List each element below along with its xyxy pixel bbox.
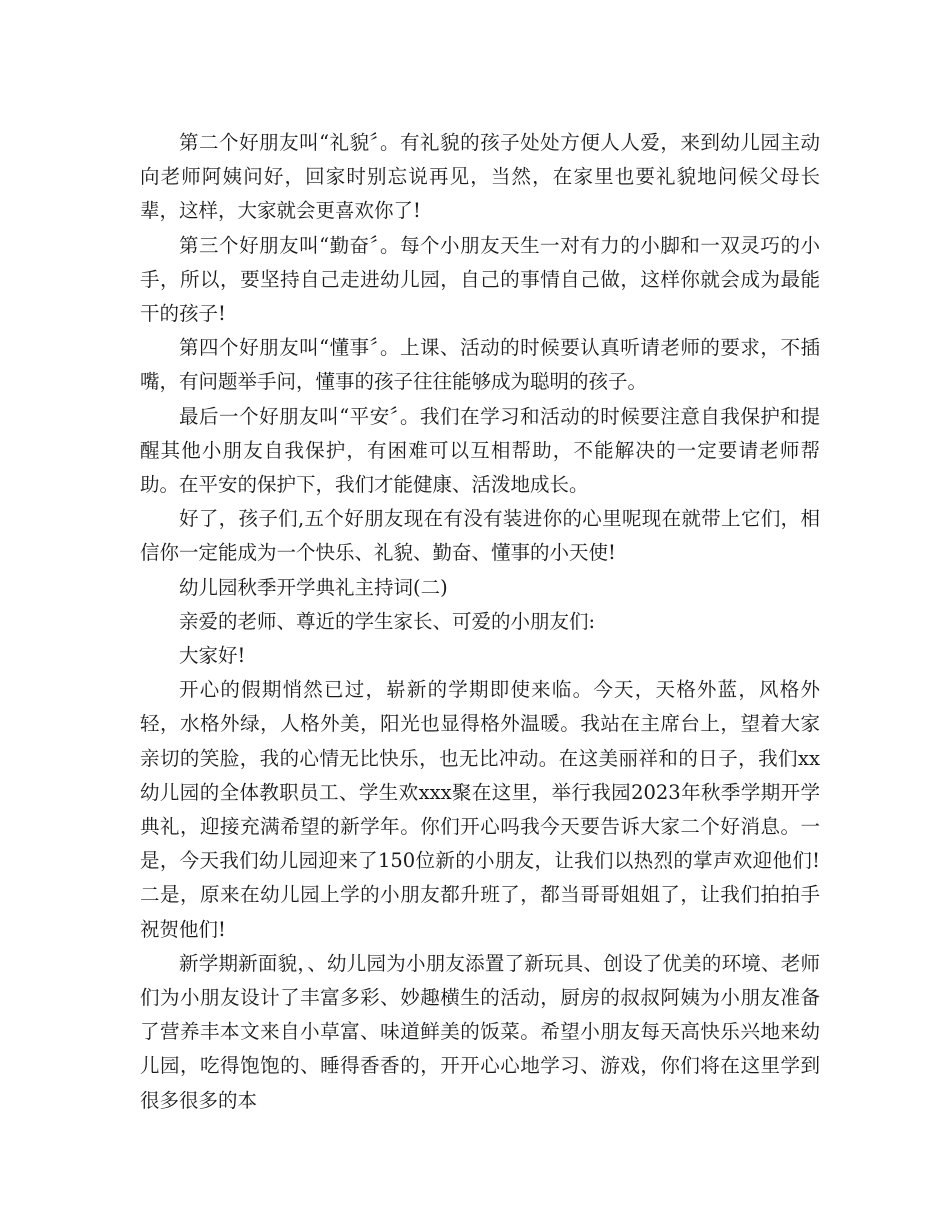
document-body: [140, 126, 820, 1118]
paragraph-new-semester: 新学期新面貌，、幼儿园为小朋友添置了新玩具、创设了优美的环境、老师们为小朋友设计了丰富多彩、妙趣横生的活动，厨房的叔叔阿姨为小朋友准备了营养丰本文来自小草富、味道鲜美的饭菜。希望小朋友每天高快乐兴地来幼儿园，吃得饱饱的、睡得香香的，开开心心地学习、游戏，你们将在这里学到很多很多的本: [140, 951, 820, 1112]
paragraph-opening-speech: 开心的假期悄然已过，崭新的学期即使来临。今天，天格外蓝，风格外轻，水格外绿，人格外美，阳光也显得格外温暖。我站在主席台上，望着大家亲切的笑脸，我的心情无比快乐，也无比冲动。在这美丽祥和的日子，我们xx幼儿园的全体教职员工、学生欢xxx聚在这里，举行我园2023年秋季学期开学典礼，迎接充满希望的新学年。你们开心吗我今天要告诉大家二个好消息。一是，今天我们幼儿园迎来了150位新的小朋友，让我们以热烈的掌声欢迎他们!二是，原来在幼儿园上学的小朋友都升班了，都当哥哥姐姐了，让我们拍拍手祝贺他们!: [140, 678, 820, 941]
greeting: 大家好!: [179, 644, 246, 668]
paragraph-friend-diligence: 第三个好朋友叫“勤奋〞。每个小朋友天生一对有力的小脚和一双灵巧的小手，所以，要坚持自己走进幼儿园，自己的事情自己做，这样你就会成为最能干的孩子!: [140, 233, 820, 326]
paragraph-friend-safety: 最后一个好朋友叫“平安〞。我们在学习和活动的时候要注意自我保护和提醒其他小朋友自我保护，有困难可以互相帮助，不能解决的一定要请老师帮助。在平安的保护下，我们才能健康、活泼地成长。: [140, 404, 820, 497]
paragraph-friend-sensible: 第四个好朋友叫“懂事〞。上课、活动的时候要认真听请老师的要求，不插嘴，有问题举手问，懂事的孩子往往能够成为聪明的孩子。: [140, 336, 820, 394]
paragraph-friend-politeness: 第二个好朋友叫“礼貌〞。有礼貌的孩子处处方便人人爱，来到幼儿园主动向老师阿姨问好，回家时别忘说再见，当然，在家里也要礼貌地问候父母长辈，这样，大家就会更喜欢你了!: [140, 131, 820, 223]
salutation: 亲爱的老师、尊近的学生家长、可爱的小朋友们:: [179, 609, 596, 633]
section-heading: 幼儿园秋季开学典礼主持词(二): [179, 575, 448, 599]
paragraph-closing: 好了，孩子们,五个好朋友现在有没有装进你的心里呢现在就带上它们，相信你一定能成为一个快乐、礼貌、勤奋、懂事的小天使!: [140, 507, 820, 565]
